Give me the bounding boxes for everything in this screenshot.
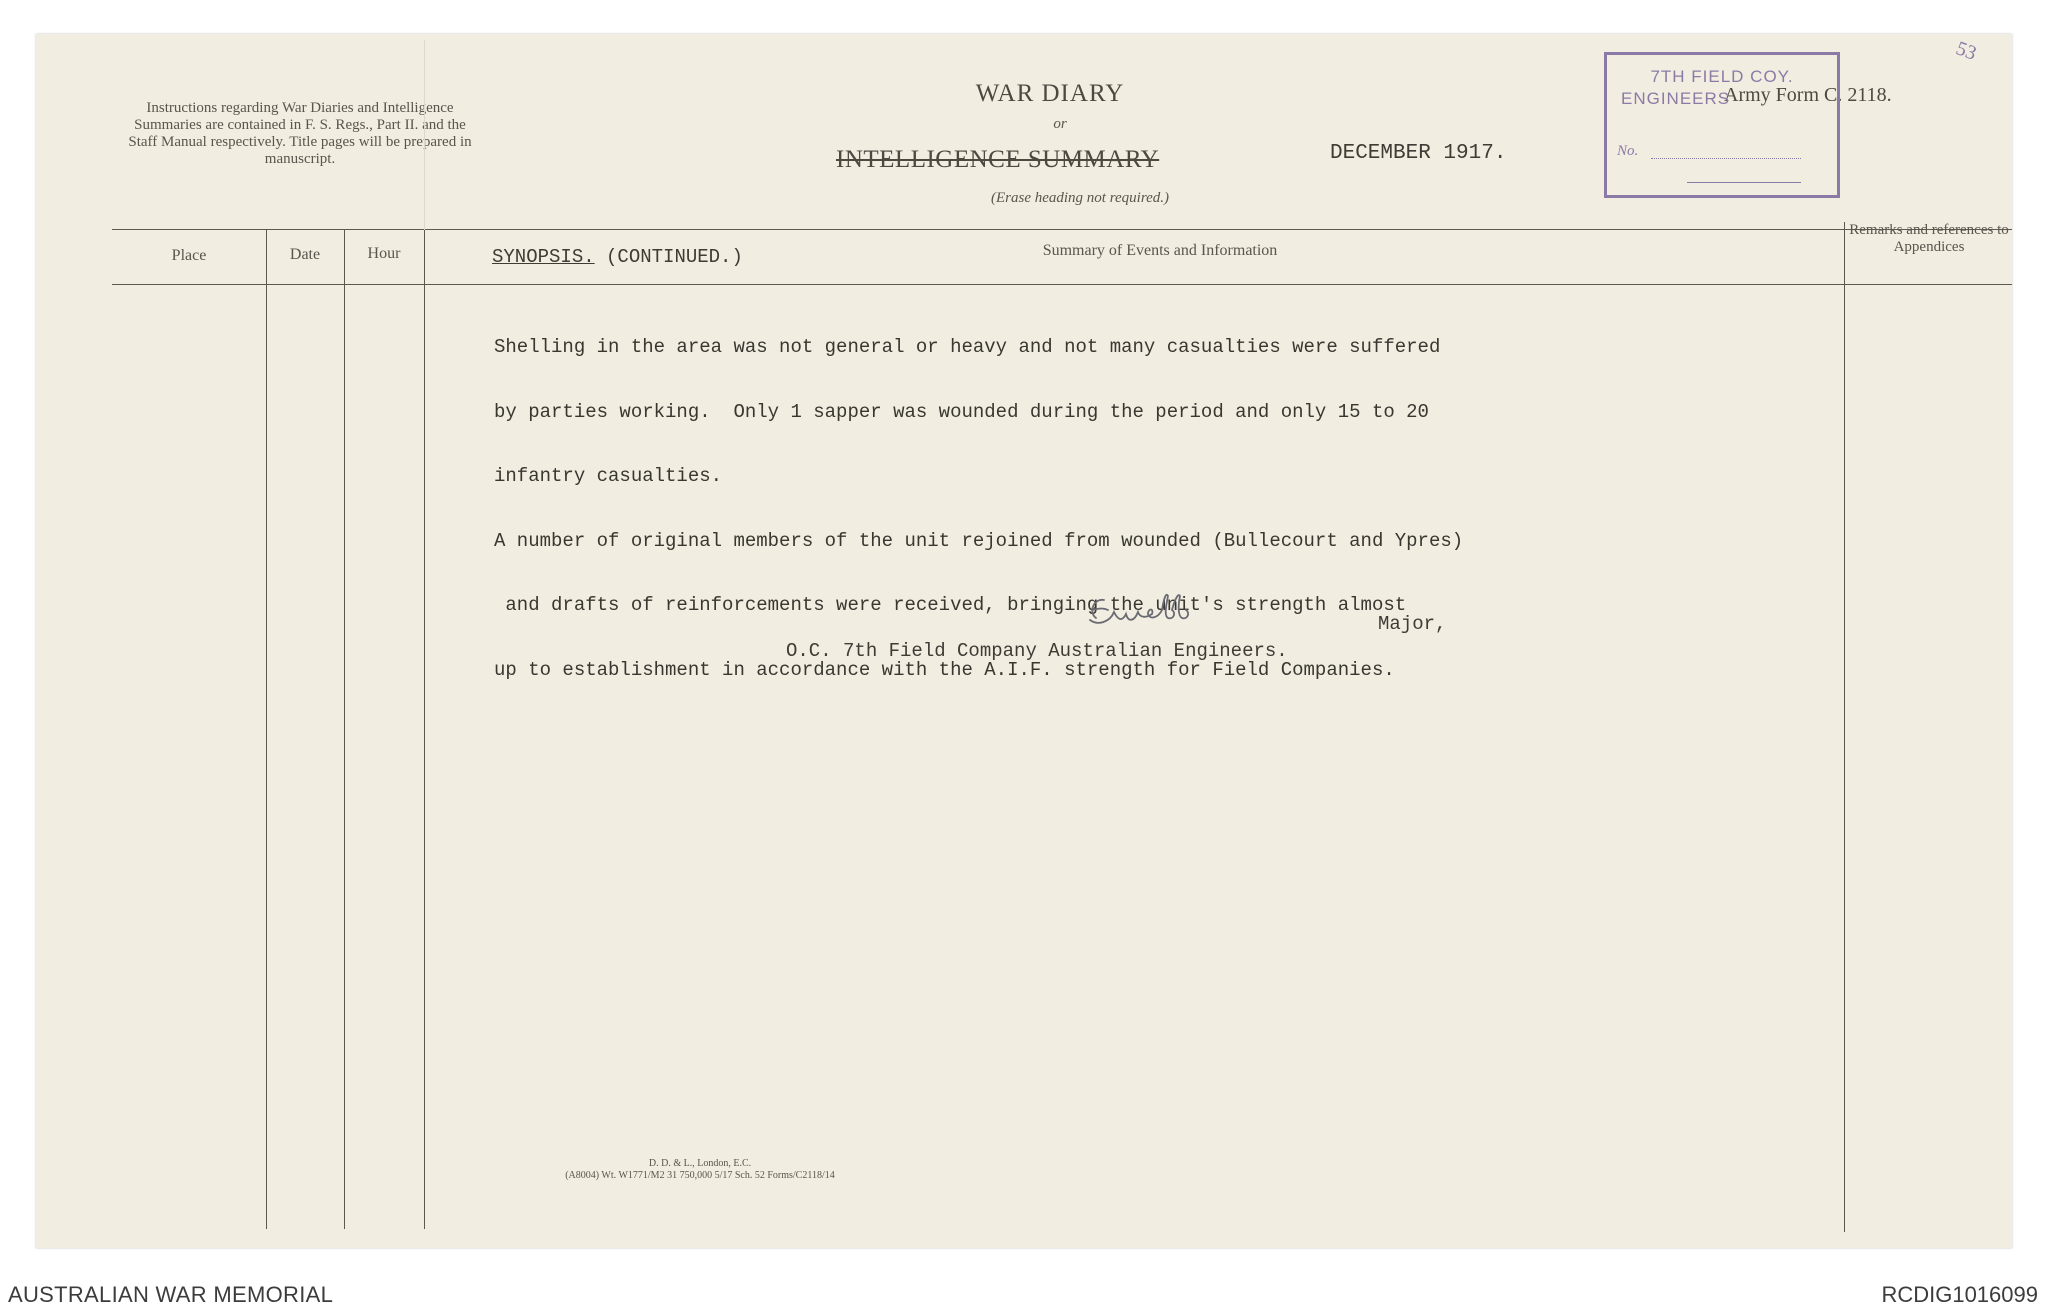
column-header-remarks: Remarks and references to Appendices bbox=[1849, 222, 2009, 255]
printer-line: D. D. & L., London, E.C. bbox=[648, 1158, 752, 1169]
stamp-underline bbox=[1687, 182, 1801, 183]
stamp-line-1: 7TH FIELD COY. bbox=[1650, 67, 1794, 86]
army-form-number: Army Form C. 2118. bbox=[1724, 84, 1892, 106]
synopsis-heading bbox=[492, 246, 743, 268]
stamp-line-2: ENGINEERS bbox=[1621, 89, 1731, 108]
signatory-rank: Major, bbox=[1378, 613, 1447, 635]
synopsis-label: SYNOPSIS. bbox=[492, 246, 595, 268]
date-hour-divider bbox=[344, 229, 345, 1229]
erase-note: (Erase heading not required.) bbox=[990, 190, 1170, 206]
fold-line bbox=[424, 40, 425, 230]
archive-name: AUSTRALIAN WAR MEMORIAL bbox=[8, 1282, 334, 1307]
diary-month: DECEMBER 1917. bbox=[1330, 142, 1507, 165]
column-header-summary: Summary of Events and Information bbox=[1042, 242, 1278, 259]
column-header-hour: Hour bbox=[367, 245, 401, 262]
instructions-note: Instructions regarding War Diaries and Intelligence Summaries are contained in F. S. Regs., Part II. and the Staff Manual respectively. Title pages will be prepared in manuscript. bbox=[128, 100, 472, 167]
diary-line: infantry casualties. bbox=[494, 465, 723, 487]
form-title-or: or bbox=[1053, 116, 1067, 132]
stamp-no-label: No. bbox=[1617, 143, 1639, 159]
diary-line: up to establishment in accordance with the A.I.F. strength for Field Companies. bbox=[494, 658, 1395, 681]
hour-summary-divider bbox=[424, 229, 425, 1229]
form-title: WAR DIARY bbox=[975, 80, 1125, 107]
diary-line: A number of original members of the unit rejoined from wounded (Bullecourt and Ypres) bbox=[494, 529, 1464, 552]
stamp-dotted-line bbox=[1651, 158, 1801, 159]
archive-reference: RCDIG1016099 bbox=[1881, 1282, 2038, 1307]
diary-line: by parties working. Only 1 sapper was wounded during the period and only 15 to 20 bbox=[494, 400, 1429, 423]
diary-line: and drafts of reinforcements were received, bringing the unit's strength almost bbox=[494, 594, 1407, 616]
synopsis-continued: (CONTINUED.) bbox=[606, 246, 743, 268]
table-top-rule bbox=[112, 229, 2012, 230]
intelligence-summary-heading: INTELLIGENCE SUMMARY bbox=[836, 146, 1160, 173]
summary-remarks-divider bbox=[1844, 222, 1845, 1232]
table-header-rule bbox=[112, 284, 2012, 285]
place-date-divider bbox=[266, 229, 267, 1229]
diary-line: Shelling in the area was not general or heavy and not many casualties were suffered bbox=[494, 336, 1441, 358]
page-number: 53 bbox=[1953, 37, 1980, 65]
column-header-place: Place bbox=[171, 247, 207, 264]
printer-line: (A8004) Wt. W1771/M2 31 750,000 5/17 Sch. 52 Forms/C2118/14 bbox=[565, 1170, 835, 1181]
signatory-unit: O.C. 7th Field Company Australian Engineers. bbox=[786, 640, 1288, 662]
handwritten-signature bbox=[1082, 578, 1222, 638]
printer-imprint bbox=[490, 1158, 910, 1182]
column-header-date: Date bbox=[289, 246, 321, 263]
unit-stamp bbox=[1604, 52, 1840, 198]
